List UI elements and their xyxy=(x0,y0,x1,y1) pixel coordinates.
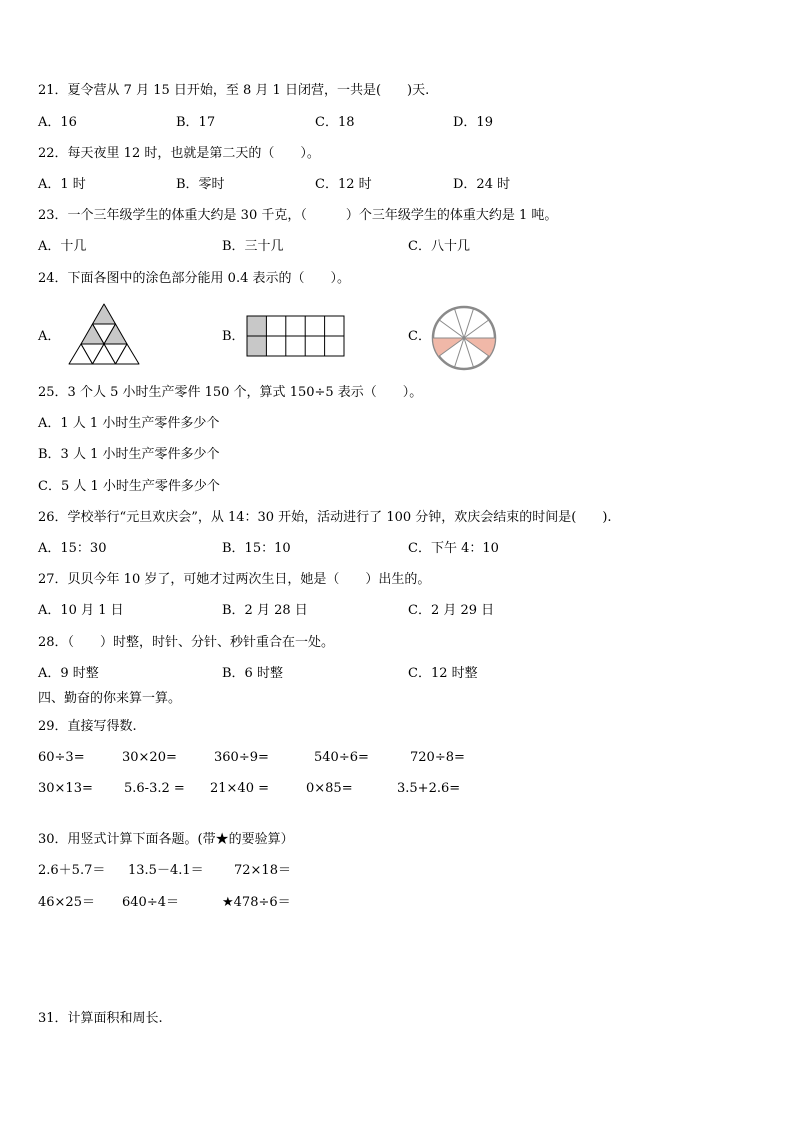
question-31-stem: 31．计算面积和周长. xyxy=(38,1011,163,1026)
calc-item: 540÷6= xyxy=(314,750,369,765)
calc-item: 360÷9= xyxy=(214,750,269,765)
calc-item: 46×25＝ xyxy=(38,895,95,910)
question-27-stem: 27．贝贝今年 10 岁了，可她才过两次生日，她是（ ）出生的。 xyxy=(38,572,431,587)
question-24-stem: 24．下面各图中的涂色部分能用 0.4 表示的（ ）。 xyxy=(38,271,350,286)
circle-sector-figure xyxy=(430,304,498,372)
grid-rectangle-figure xyxy=(246,315,346,357)
question-26-option-c: C．下午 4：10 xyxy=(408,541,499,556)
question-25-option-b: B．3 人 1 小时生产零件多少个 xyxy=(38,447,220,462)
question-22-option-c: C．12 时 xyxy=(315,177,372,192)
question-22-stem: 22．每天夜里 12 时，也就是第二天的（ ）。 xyxy=(38,146,320,161)
question-25-option-a: A．1 人 1 小时生产零件多少个 xyxy=(38,416,220,431)
calc-item: 0×85= xyxy=(306,781,353,796)
question-23-stem: 23．一个三年级学生的体重大约是 30 千克，（ ）个三年级学生的体重大约是 1 吨。 xyxy=(38,208,558,223)
question-28-option-c: C．12 时整 xyxy=(408,666,478,681)
question-24-option-c: C． xyxy=(408,329,431,344)
question-24-option-b: B． xyxy=(222,329,245,344)
calc-item: ★478÷6＝ xyxy=(222,895,291,910)
question-22-option-a: A．1 时 xyxy=(38,177,86,192)
question-25-option-c: C．5 人 1 小时生产零件多少个 xyxy=(38,479,220,494)
calc-item: 72×18＝ xyxy=(234,863,291,878)
calc-item: 60÷3= xyxy=(38,750,85,765)
question-28-stem: 28．（ ）时整，时针、分针、秒针重合在一处。 xyxy=(38,635,335,650)
question-24-option-a: A． xyxy=(38,329,61,344)
calc-item: 2.6＋5.7＝ xyxy=(38,863,106,878)
question-27-option-b: B．2 月 28 日 xyxy=(222,603,308,618)
question-25-stem: 25．3 个人 5 小时生产零件 150 个，算式 150÷5 表示（ ）。 xyxy=(38,385,423,400)
calc-item: 13.5－4.1＝ xyxy=(128,863,204,878)
triangle-figure xyxy=(64,302,144,370)
question-30-stem: 30．用竖式计算下面各题。(带★的要验算） xyxy=(38,832,294,847)
section-heading: 四、勤奋的你来算一算。 xyxy=(38,691,182,706)
calc-item: 640÷4＝ xyxy=(122,895,179,910)
question-27-option-a: A．10 月 1 日 xyxy=(38,603,124,618)
calc-item: 21×40 = xyxy=(210,781,270,796)
question-21-option-c: C．18 xyxy=(315,115,355,130)
question-28-option-a: A．9 时整 xyxy=(38,666,99,681)
question-21-option-d: D．19 xyxy=(453,115,493,130)
question-23-option-b: B．三十几 xyxy=(222,239,284,254)
question-26-stem: 26．学校举行“元旦欢庆会”，从 14：30 开始，活动进行了 100 分钟，欢庆会结束的时间是( ). xyxy=(38,510,612,525)
calc-item: 720÷8= xyxy=(410,750,465,765)
calc-item: 30×20= xyxy=(122,750,177,765)
question-26-option-b: B．15：10 xyxy=(222,541,291,556)
question-27-option-c: C．2 月 29 日 xyxy=(408,603,495,618)
calc-item: 5.6-3.2 = xyxy=(124,781,185,796)
question-28-option-b: B．6 时整 xyxy=(222,666,283,681)
question-26-option-a: A．15：30 xyxy=(38,541,107,556)
question-21-stem: 21．夏令营从 7 月 15 日开始，至 8 月 1 日闭营，一共是( )天. xyxy=(38,83,430,98)
question-22-option-d: D．24 时 xyxy=(453,177,511,192)
question-22-option-b: B．零时 xyxy=(176,177,225,192)
calc-item: 30×13= xyxy=(38,781,93,796)
question-21-option-b: B．17 xyxy=(176,115,216,130)
question-23-option-c: C．八十几 xyxy=(408,239,470,254)
calc-item: 3.5+2.6= xyxy=(397,781,461,796)
question-21-option-a: A．16 xyxy=(38,115,77,130)
question-23-option-a: A．十几 xyxy=(38,239,87,254)
question-29-stem: 29．直接写得数. xyxy=(38,719,137,734)
